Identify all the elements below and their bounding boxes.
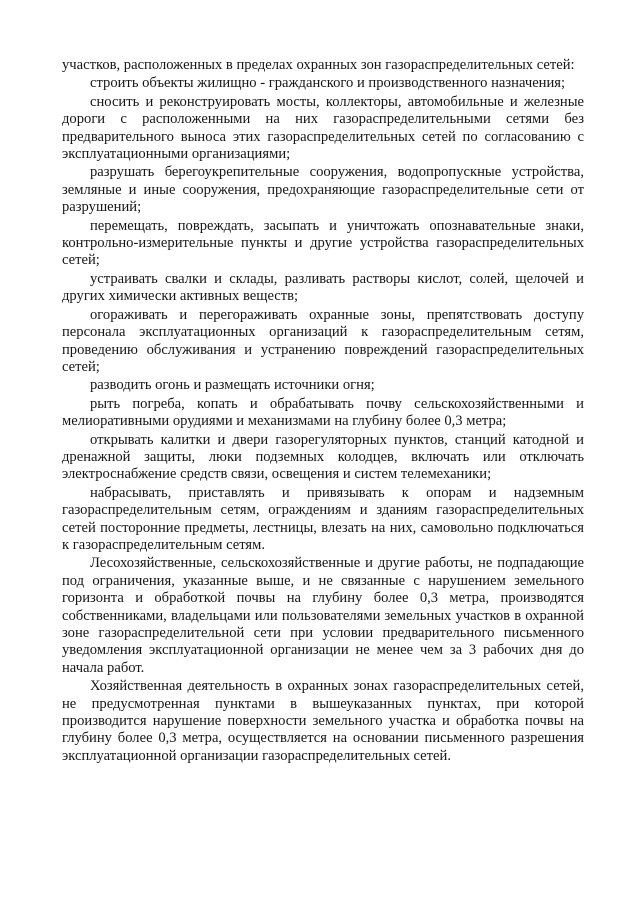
paragraph-item: перемещать, повреждать, засыпать и уничтожать опознавательные знаки, контрольно-измерительные пункты и другие устройства газораспределительных сетей; (62, 217, 584, 269)
paragraph-item: разрушать берегоукрепительные сооружения, водопропускные устройства, земляные и иные сооружения, предохраняющие газораспределительные сети от разрушений; (62, 164, 584, 216)
paragraph-forestry-works: Лесохозяйственные, сельскохозяйственные и другие работы, не подпадающие под ограничения, указанные выше, и не связанные с нарушением земельного горизонта и обработкой почвы на глубину более 0,3 метра, производятся собственниками, владельцами или пользователями земельных участков в охранной зоне газораспределительной сети при условии предварительного письменного уведомления эксплуатационной организации не менее чем за 3 рабочих дня до начала работ. (62, 555, 584, 676)
paragraph-economic-activity: Хозяйственная деятельность в охранных зонах газораспределительных сетей, не предусмотренная пунктами в вышеуказанных пунктах, при которой производится нарушение поверхности земельного участка и обработка почвы на глубину более 0,3 метра, осуществляется на основании письменного разрешения эксплуатационной организации газораспределительных сетей. (62, 678, 584, 764)
paragraph-item: открывать калитки и двери газорегуляторных пунктов, станций катодной и дренажной защиты, люки подземных колодцев, включать или отключать электроснабжение средств связи, освещения и систем телемеханики; (62, 431, 584, 483)
paragraph-item: разводить огонь и размещать источники огня; (90, 377, 375, 394)
paragraph-item: рыть погреба, копать и обрабатывать почву сельскохозяйственными и мелиоративными орудиями и механизмами на глубину более 0,3 метра; (62, 395, 584, 430)
paragraph-item: сносить и реконструировать мосты, коллекторы, автомобильные и железные дороги с расположенными на них газораспределительными сетями без предварительного выноса этих газораспределительных сетей по согласованию с эксплуатационными организациями; (62, 93, 584, 163)
paragraph-item: огораживать и перегораживать охранные зоны, препятствовать доступу персонала эксплуатационных организаций к газораспределительным сетям, проведению обслуживания и устранению повреждений газораспределительных сетей; (62, 306, 584, 375)
paragraph-intro: участков, расположенных в пределах охранных зон газораспределительных сетей: (62, 57, 575, 73)
paragraph-item: набрасывать, приставлять и привязывать к опорам и надземным газораспределительным сетям, ограждениям и зданиям газораспределительных сетей посторонние предметы, лестницы, влезать на них, самовольно подключаться к газораспределительным сетям. (62, 484, 584, 553)
document-page (62, 57, 584, 765)
paragraph-item: строить объекты жилищно - гражданского и производственного назначения; (90, 75, 566, 92)
paragraph-item: устраивать свалки и склады, разливать растворы кислот, солей, щелочей и других химически активных веществ; (62, 270, 584, 305)
